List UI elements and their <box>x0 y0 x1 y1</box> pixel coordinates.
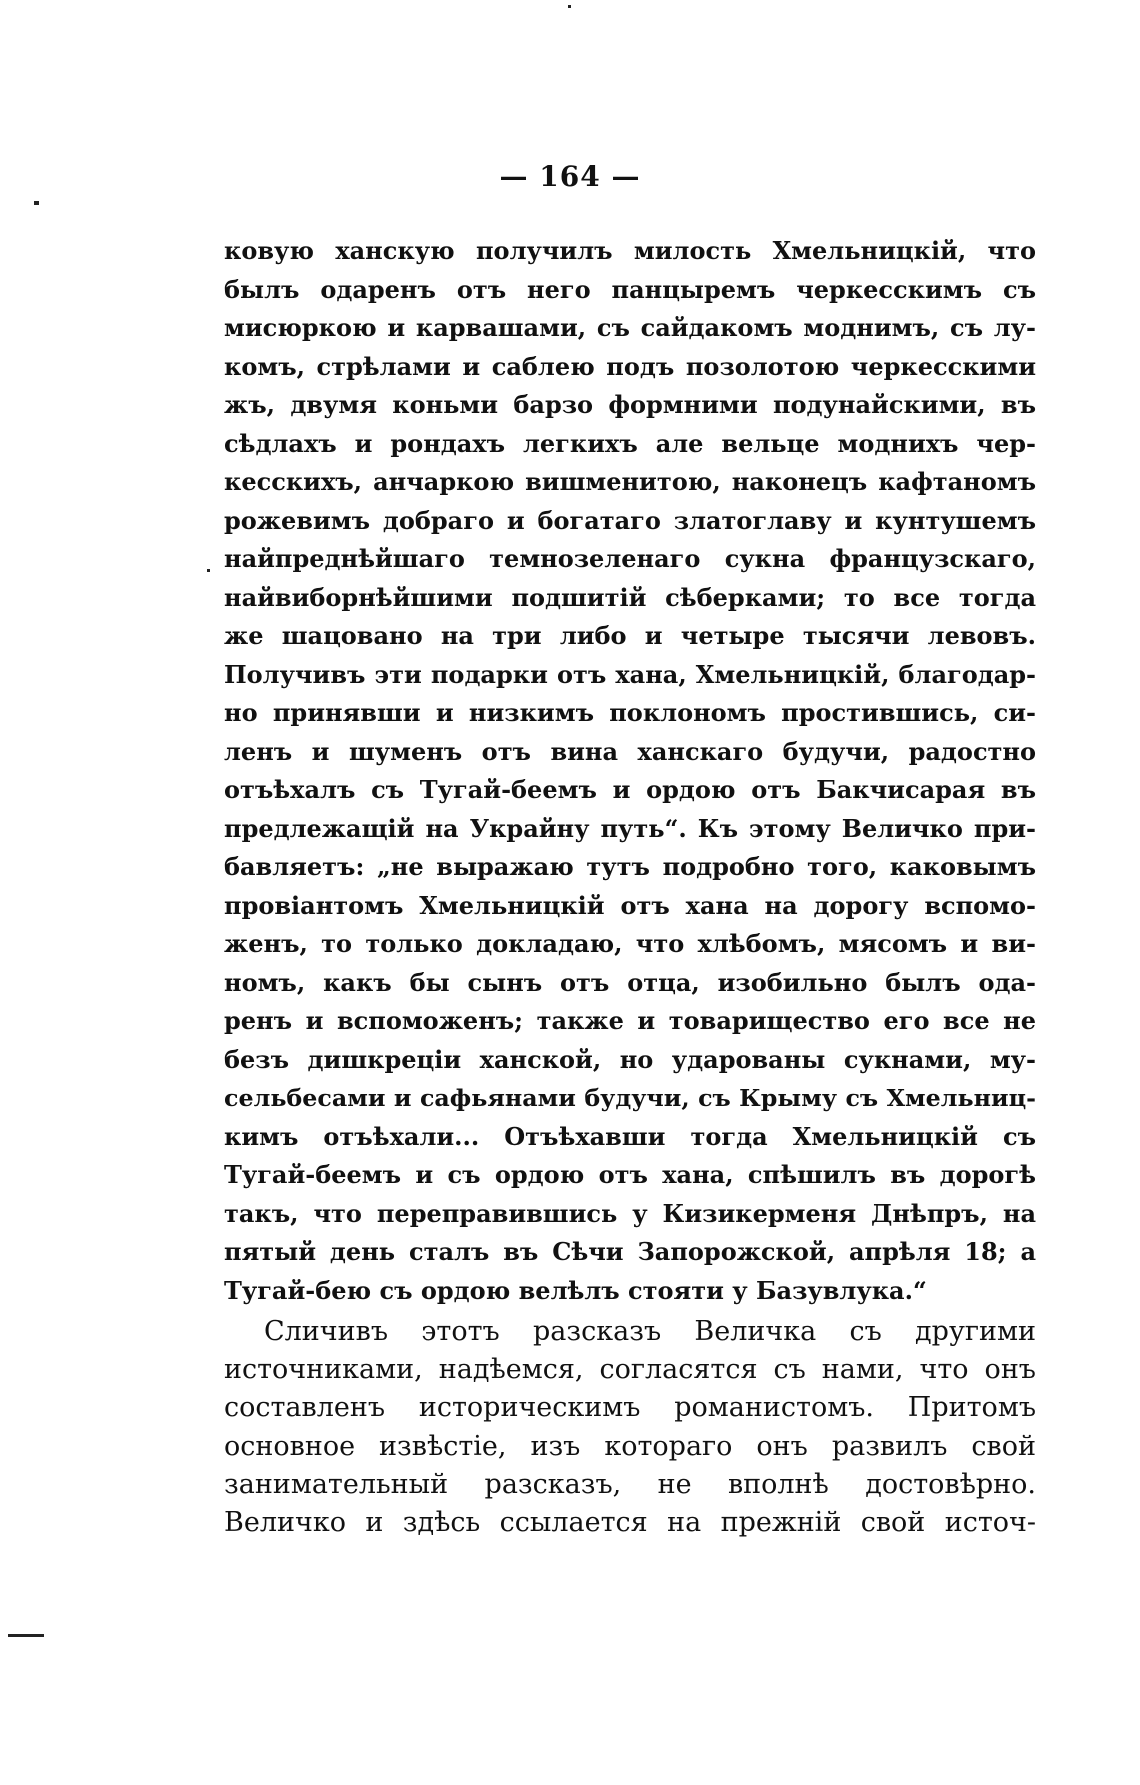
page-number: — 164 — <box>499 160 641 193</box>
scan-speck-inner-margin <box>207 569 210 572</box>
text-line: сельбесами и сафьянами будучи, съ Крыму съ Хмельниц- <box>224 1084 1036 1112</box>
text-line: отъѣхалъ съ Тугай-беемъ и ордою отъ Бакчисарая въ <box>224 775 1036 804</box>
text-line: основное извѣстіе, изъ котораго онъ развилъ свой <box>224 1430 1036 1462</box>
text-line: былъ одаренъ отъ него панцыремъ черкесскимъ съ <box>224 274 1036 304</box>
quoted-passage <box>224 232 1036 1310</box>
text-line: рожевимъ добраго и богатаго златоглаву и кунтушемъ <box>224 505 1036 535</box>
text-line: составленъ историческимъ романистомъ. Притомъ <box>224 1392 1036 1424</box>
text-line: ленъ и шуменъ отъ вина ханскаго будучи, радостно <box>224 736 1036 766</box>
scan-speck-left-margin <box>34 201 39 205</box>
text-line: занимательный разсказъ, не вполнѣ достовѣрно. <box>224 1468 1036 1500</box>
text-line: женъ, то только докладаю, что хлѣбомъ, мясомъ и ви- <box>224 929 1036 958</box>
text-line: комъ, стрѣлами и саблею подъ позолотою черкесскими <box>224 351 1036 381</box>
text-line: ковую ханскую получилъ милость Хмельницкій, что <box>224 236 1036 265</box>
text-line: Тугай-бею съ ордою велѣлъ стояти у Базувлука.“ <box>224 1275 927 1305</box>
text-line: мисюркою и карвашами, съ сайдакомъ моднимъ, съ лу- <box>224 313 1036 342</box>
text-line: жъ, двумя коньми барзо формними подунайскими, въ <box>224 390 1036 419</box>
text-line: кимъ отъѣхали... Отъѣхавши тогда Хмельницкій съ <box>224 1121 1036 1151</box>
text-line: такъ, что переправившись у Кизикерменя Днѣпръ, на <box>224 1198 1036 1228</box>
text-line: Величко и здѣсь ссылается на прежній свой источ- <box>224 1507 1036 1539</box>
text-line: ренъ и вспоможенъ; также и товарищество его все не <box>224 1006 1036 1035</box>
text-line: бавляетъ: „не выражаю тутъ подробно того, каковымъ <box>224 852 1036 881</box>
scan-speck-top <box>568 5 571 8</box>
text-line: сѣдлахъ и рондахъ легкихъ але вельце моднихъ чер- <box>224 428 1036 458</box>
text-line: безъ дишкреціи ханской, но ударованы сукнами, му- <box>224 1044 1036 1074</box>
text-line: провіантомъ Хмельницкій отъ хана на дорогу вспомо- <box>224 890 1036 920</box>
text-line: Тугай-беемъ и съ ордою отъ хана, спѣшилъ въ дорогѣ <box>224 1160 1036 1189</box>
body-paragraph <box>224 1313 1036 1542</box>
text-line: но принявши и низкимъ поклономъ простившись, си- <box>224 698 1036 727</box>
text-line: найвиборнѣйшими подшитій сѣберками; то все тогда <box>224 582 1036 612</box>
text-line: номъ, какъ бы сынъ отъ отца, изобильно былъ ода- <box>224 967 1036 997</box>
text-line: же шацовано на три либо и четыре тысячи левовъ. <box>224 621 1036 650</box>
text-line: Получивъ эти подарки отъ хана, Хмельницкій, благодар- <box>224 659 1036 689</box>
text-line: источниками, надѣемся, согласятся съ нами, что онъ <box>224 1354 1036 1386</box>
scan-dash-bottom-margin <box>8 1634 44 1637</box>
text-line: предлежащій на Украйну путь“. Къ этому Величко при- <box>224 813 1036 843</box>
text-line: кесскихъ, анчаркою вишменитою, наконецъ кафтаномъ <box>224 467 1036 496</box>
text-line: найпреднѣйшаго темнозеленаго сукна французскаго, <box>224 544 1036 573</box>
text-line: пятый день сталъ въ Сѣчи Запорожской, апрѣля 18; а <box>224 1237 1036 1266</box>
text-line: Сличивъ этотъ разсказъ Величка съ другими <box>264 1316 1036 1347</box>
